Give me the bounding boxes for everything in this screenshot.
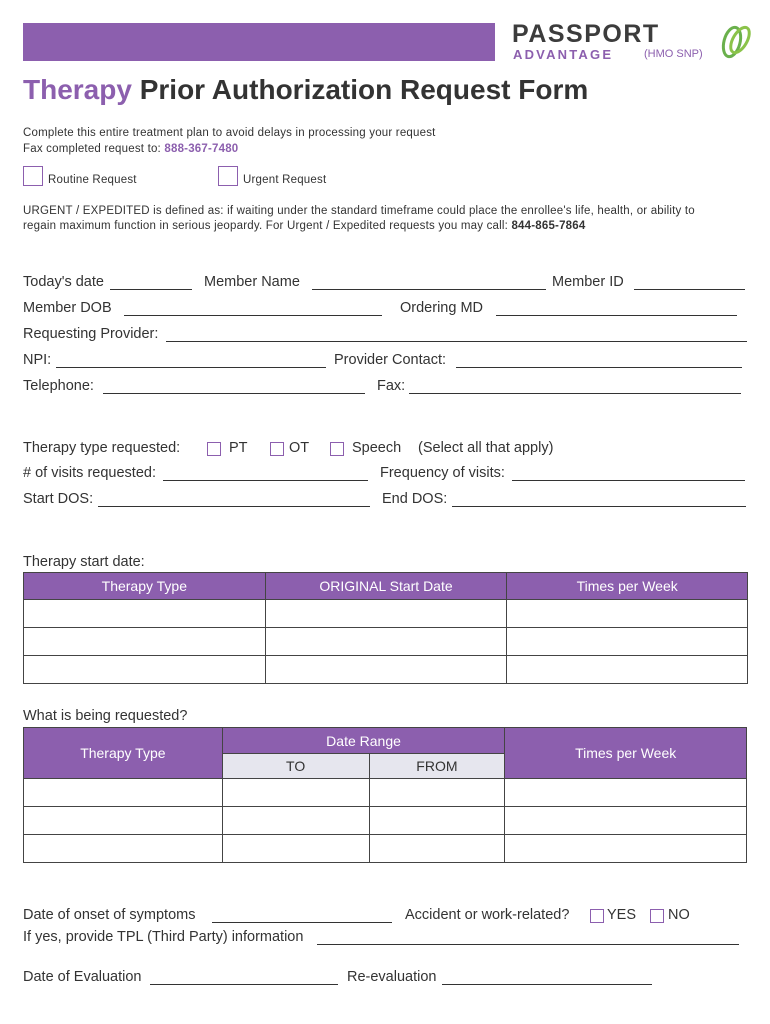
routine-request-checkbox[interactable] xyxy=(23,166,43,186)
table-cell[interactable] xyxy=(222,807,369,835)
table-cell[interactable] xyxy=(24,807,223,835)
table-cell[interactable] xyxy=(24,656,266,684)
col-from: FROM xyxy=(369,754,505,779)
table-cell[interactable] xyxy=(507,656,748,684)
instruction-text: Complete this entire treatment plan to avoid delays in processing your request xyxy=(23,127,436,139)
provider-contact-field[interactable] xyxy=(456,367,742,368)
accident-no-checkbox[interactable] xyxy=(650,909,664,923)
requesting-provider-field[interactable] xyxy=(166,341,747,342)
requested-therapy-table xyxy=(23,727,747,863)
logo-subtitle: ADVANTAGE xyxy=(513,47,614,62)
page-title: Therapy Prior Authorization Request Form xyxy=(23,74,589,105)
table-cell[interactable] xyxy=(24,835,223,863)
member-name-label: Member Name xyxy=(204,274,300,290)
provider-contact-label: Provider Contact: xyxy=(334,352,447,368)
col-therapy-type: Therapy Type xyxy=(24,728,223,779)
leaf-logo-icon xyxy=(718,20,754,62)
header-color-bar xyxy=(23,23,495,61)
onset-symptoms-label: Date of onset of symptoms xyxy=(23,907,196,923)
reevaluation-field[interactable] xyxy=(442,984,652,985)
speech-checkbox[interactable] xyxy=(330,442,344,456)
member-name-field[interactable] xyxy=(312,289,546,290)
table-row xyxy=(24,600,748,628)
frequency-field[interactable] xyxy=(512,480,745,481)
member-dob-label: Member DOB xyxy=(23,300,112,316)
reevaluation-label: Re-evaluation xyxy=(347,969,437,985)
accident-yes-checkbox[interactable] xyxy=(590,909,604,923)
tpl-field[interactable] xyxy=(317,944,739,945)
table-cell[interactable] xyxy=(369,779,505,807)
therapy-start-date-label: Therapy start date: xyxy=(23,554,145,570)
urgent-definition-line2: regain maximum function in serious jeopardy. For Urgent / Expedited requests you may call: 844-865-7864 xyxy=(23,220,586,232)
accident-yes-label: YES xyxy=(607,907,637,923)
end-dos-field[interactable] xyxy=(452,506,746,507)
table-cell[interactable] xyxy=(265,600,507,628)
onset-symptoms-field[interactable] xyxy=(212,922,392,923)
fax-field[interactable] xyxy=(409,393,741,394)
table-cell[interactable] xyxy=(24,600,266,628)
table-row xyxy=(24,656,748,684)
col-times-per-week: Times per Week xyxy=(507,573,748,600)
table-cell[interactable] xyxy=(505,807,747,835)
col-times-per-week: Times per Week xyxy=(505,728,747,779)
table-cell[interactable] xyxy=(507,628,748,656)
table-cell[interactable] xyxy=(369,835,505,863)
evaluation-date-label: Date of Evaluation xyxy=(23,969,142,985)
fax-line: Fax completed request to: 888-367-7480 xyxy=(23,143,239,155)
visits-requested-field[interactable] xyxy=(163,480,368,481)
start-dos-label: Start DOS: xyxy=(23,491,94,507)
accident-label: Accident or work-related? xyxy=(405,907,570,923)
urgent-definition-line1: URGENT / EXPEDITED is defined as: if waiting under the standard timeframe could place the enrollee's life, health, or ability to xyxy=(23,205,695,217)
routine-request-label: Routine Request xyxy=(48,174,137,186)
urgent-phone-number: 844-865-7864 xyxy=(511,220,586,232)
member-id-label: Member ID xyxy=(552,274,624,290)
table-row xyxy=(24,835,747,863)
ordering-md-field[interactable] xyxy=(496,315,737,316)
npi-field[interactable] xyxy=(56,367,326,368)
table-row xyxy=(24,807,747,835)
frequency-label: Frequency of visits: xyxy=(380,465,505,481)
table-cell[interactable] xyxy=(507,600,748,628)
col-original-start-date: ORIGINAL Start Date xyxy=(265,573,507,600)
logo-wordmark: PASSPORT xyxy=(512,20,660,48)
end-dos-label: End DOS: xyxy=(382,491,448,507)
urgent-request-label: Urgent Request xyxy=(243,174,327,186)
table-cell[interactable] xyxy=(24,628,266,656)
requesting-provider-label: Requesting Provider: xyxy=(23,326,159,342)
ordering-md-label: Ordering MD xyxy=(400,300,483,316)
therapy-type-label: Therapy type requested: xyxy=(23,440,181,456)
ot-checkbox[interactable] xyxy=(270,442,284,456)
visits-requested-label: # of visits requested: xyxy=(23,465,156,481)
member-dob-field[interactable] xyxy=(124,315,382,316)
therapy-start-table xyxy=(23,572,748,684)
accident-no-label: NO xyxy=(668,907,690,923)
table-cell[interactable] xyxy=(265,628,507,656)
table-row xyxy=(24,779,747,807)
speech-label: Speech xyxy=(352,440,402,456)
urgent-request-checkbox[interactable] xyxy=(218,166,238,186)
table-cell[interactable] xyxy=(24,779,223,807)
select-all-note: (Select all that apply) xyxy=(418,440,554,456)
evaluation-date-field[interactable] xyxy=(150,984,338,985)
telephone-field[interactable] xyxy=(103,393,365,394)
table-cell[interactable] xyxy=(222,835,369,863)
passport-advantage-logo xyxy=(512,20,762,72)
pt-label: PT xyxy=(229,440,248,456)
npi-label: NPI: xyxy=(23,352,52,368)
tpl-label: If yes, provide TPL (Third Party) information xyxy=(23,929,304,945)
todays-date-label: Today's date xyxy=(23,274,104,290)
what-requested-label: What is being requested? xyxy=(23,708,188,724)
col-therapy-type: Therapy Type xyxy=(24,573,266,600)
logo-plan-type: (HMO SNP) xyxy=(644,48,703,60)
todays-date-field[interactable] xyxy=(110,289,192,290)
table-row xyxy=(24,628,748,656)
table-cell[interactable] xyxy=(505,779,747,807)
member-id-field[interactable] xyxy=(634,289,745,290)
table-cell[interactable] xyxy=(265,656,507,684)
fax-number: 888-367-7480 xyxy=(164,143,239,155)
start-dos-field[interactable] xyxy=(98,506,370,507)
table-cell[interactable] xyxy=(505,835,747,863)
fax-label: Fax: xyxy=(377,378,406,394)
table-cell[interactable] xyxy=(369,807,505,835)
col-to: TO xyxy=(222,754,369,779)
telephone-label: Telephone: xyxy=(23,378,94,394)
ot-label: OT xyxy=(289,440,310,456)
pt-checkbox[interactable] xyxy=(207,442,221,456)
col-date-range: Date Range xyxy=(222,728,505,754)
table-cell[interactable] xyxy=(222,779,369,807)
